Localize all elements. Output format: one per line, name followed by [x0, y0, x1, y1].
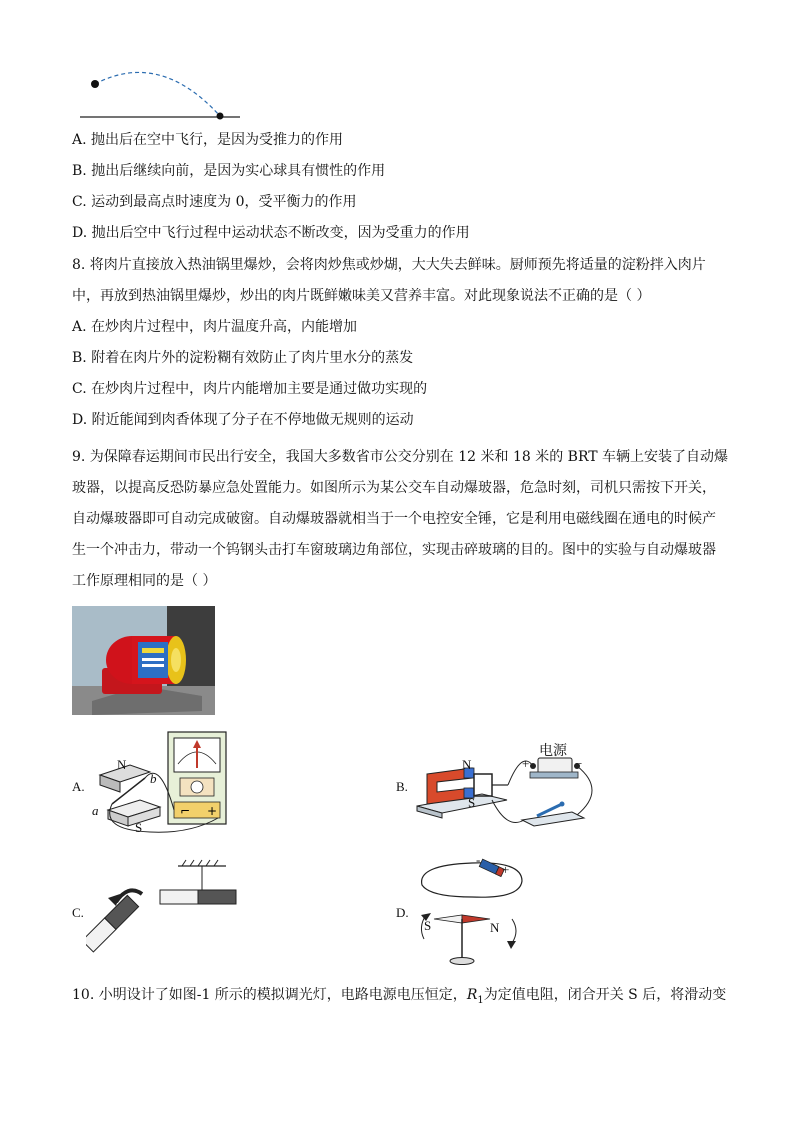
q8-option-b: B. 附着在肉片外的淀粉糊有效防止了肉片里水分的蒸发 — [72, 350, 414, 366]
fig-d-minus-label: - — [476, 852, 481, 867]
q8-option-c: C. 在炒肉片过程中，肉片内能增加主要是通过做功实现的 — [72, 381, 428, 397]
q9-stem-line-5: 工作原理相同的是（ ） — [72, 573, 217, 589]
fig-d-s-label: S — [424, 918, 432, 933]
option-b-motor-figure — [412, 740, 602, 835]
fig-b-power-label: 电源 — [539, 744, 567, 759]
fig-b-plus-label: + — [522, 756, 530, 771]
fig-a-a-label: a — [92, 803, 99, 818]
q8-option-d: D. 附近能闻到肉香体现了分子在不停地做无规则的运动 — [72, 412, 414, 428]
r1-symbol: R — [466, 987, 478, 1003]
q10-prefix: 10. 小明设计了如图-1 所示的模拟调光灯，电路电源电压恒定， — [72, 987, 467, 1003]
r1-subscript: 1 — [477, 995, 484, 1006]
q7-option-a: A. 抛出后在空中飞行，是因为受推力的作用 — [72, 132, 344, 148]
q9-stem-line-1: 9. 为保障春运期间市民出行安全，我国大多数省市公交分别在 12 米和 18 米的 BRT 车辆上安装了自动爆 — [72, 449, 729, 465]
fig-a-n-label: N — [117, 757, 127, 772]
q9-option-d-label: D. — [396, 905, 409, 920]
q9-option-b-label: B. — [396, 779, 408, 794]
q8-option-a: A. 在炒肉片过程中，肉片温度升高，内能增加 — [72, 319, 358, 335]
q9-stem-line-2: 玻器，以提高反恐防暴应急处置能力。如图所示为某公交车自动爆玻器，危急时刻，司机只需按下开关， — [72, 480, 716, 496]
q9-stem-line-4: 生一个冲击力，带动一个钨钢头击打车窗玻璃边角部位，实现击碎玻璃的目的。图中的实验与自动爆玻器 — [72, 542, 716, 558]
option-d-compass-figure — [412, 855, 532, 970]
window-breaker-photo — [72, 606, 215, 715]
q7-option-d: D. 抛出后空中飞行过程中运动状态不断改变，因为受重力的作用 — [72, 225, 470, 241]
option-a-generator-figure — [90, 730, 230, 835]
fig-b-s-label: S — [468, 795, 476, 810]
svg-text:⌐: ⌐ — [180, 804, 191, 818]
option-c-magnet-figure — [86, 858, 246, 963]
q10-stem-line-1 — [72, 986, 726, 1006]
q10-suffix: 为定值电阻，闭合开关 S 后，将滑动变 — [483, 987, 727, 1003]
fig-a-s-label: S — [135, 820, 143, 835]
fig-b-n-label: N — [462, 757, 472, 772]
q7-option-c: C. 运动到最高点时速度为 0，受平衡力的作用 — [72, 194, 357, 210]
q8-stem-line-2: 中，再放到热油锅里爆炒，炒出的肉片既鲜嫩味美又营养丰富。对此现象说法不正确的是（ ） — [72, 288, 651, 304]
fig-d-n-label: N — [490, 920, 500, 935]
fig-d-plus-label: + — [502, 862, 510, 877]
q9-option-c-label: C. — [72, 905, 84, 920]
svg-text:+: + — [207, 804, 218, 818]
q7-option-b: B. 抛出后继续向前，是因为实心球具有惯性的作用 — [72, 163, 386, 179]
q9-option-a-label: A. — [72, 779, 85, 794]
trajectory-figure — [80, 70, 250, 125]
q9-stem-line-3: 自动爆玻器即可自动完成破窗。自动爆玻器就相当于一个电控安全锤，它是利用电磁线圈在通电的时候产 — [72, 511, 716, 527]
fig-a-b-label: b — [150, 771, 157, 786]
q8-stem-line-1: 8. 将肉片直接放入热油锅里爆炒，会将肉炒焦或炒煳，大大失去鲜味。厨师预先将适量的淀粉拌入肉片 — [72, 257, 706, 273]
fig-b-minus-label: − — [575, 756, 583, 771]
